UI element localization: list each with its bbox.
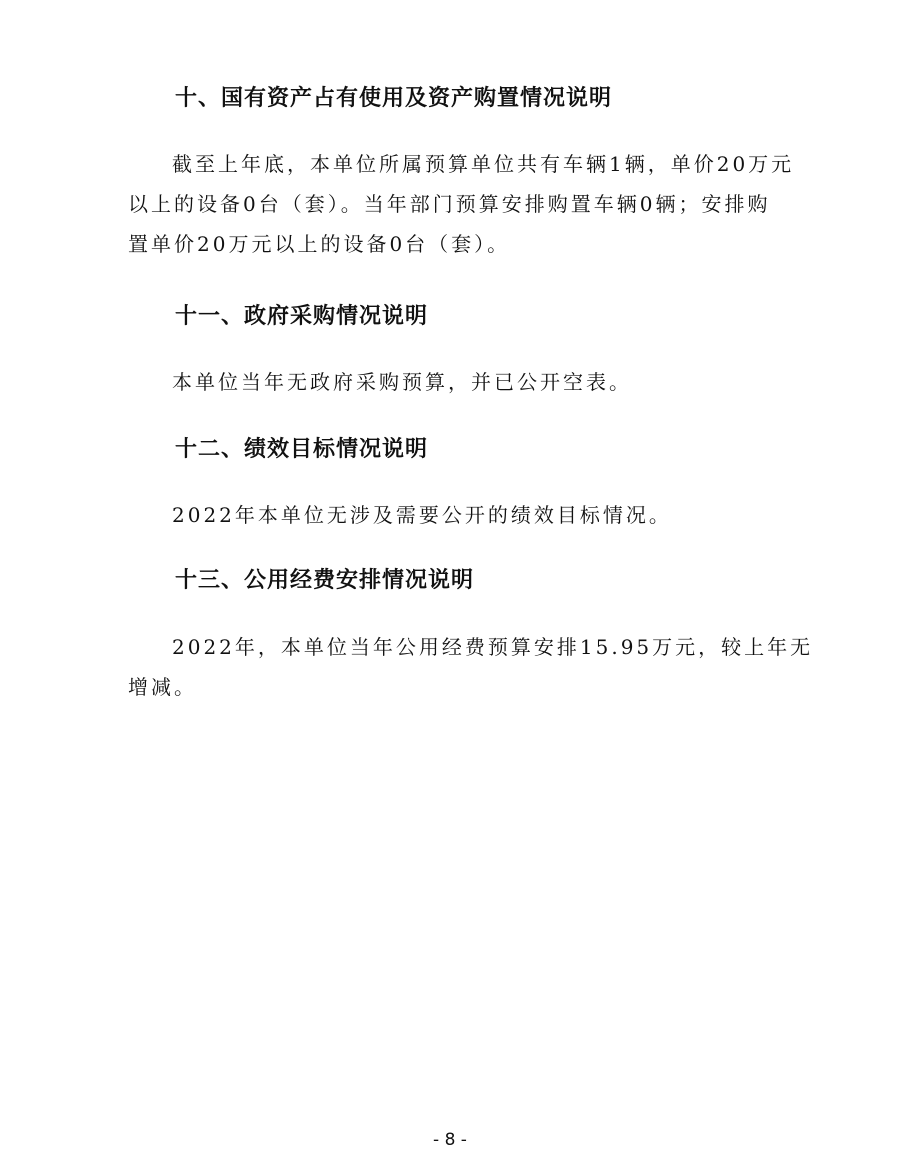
paragraph-line: 置单价20万元以上的设备0台（套）。 — [128, 232, 511, 256]
page-number: - 8 - — [433, 1130, 467, 1150]
paragraph-line: 2022年本单位无涉及需要公开的绩效目标情况。 — [172, 503, 672, 527]
section-heading-public-funds: 十三、公用经费安排情况说明 — [175, 568, 475, 593]
paragraph-line: 2022年，本单位当年公用经费预算安排15.95万元，较上年无 — [172, 635, 814, 659]
paragraph-line: 以上的设备0台（套）。当年部门预算安排购置车辆0辆；安排购 — [128, 192, 771, 216]
paragraph-line: 本单位当年无政府采购预算，并已公开空表。 — [172, 370, 632, 394]
section-body-performance — [128, 495, 768, 535]
section-body-procurement — [128, 362, 768, 402]
paragraph-line: 截至上年底，本单位所属预算单位共有车辆1辆，单价20万元 — [172, 152, 795, 176]
section-body-assets — [128, 144, 795, 264]
section-heading-performance: 十二、绩效目标情况说明 — [175, 437, 429, 462]
section-body-public-funds — [128, 627, 814, 707]
paragraph-line: 增减。 — [128, 675, 197, 699]
section-heading-procurement: 十一、政府采购情况说明 — [175, 304, 429, 329]
section-heading-assets: 十、国有资产占有使用及资产购置情况说明 — [175, 86, 613, 111]
